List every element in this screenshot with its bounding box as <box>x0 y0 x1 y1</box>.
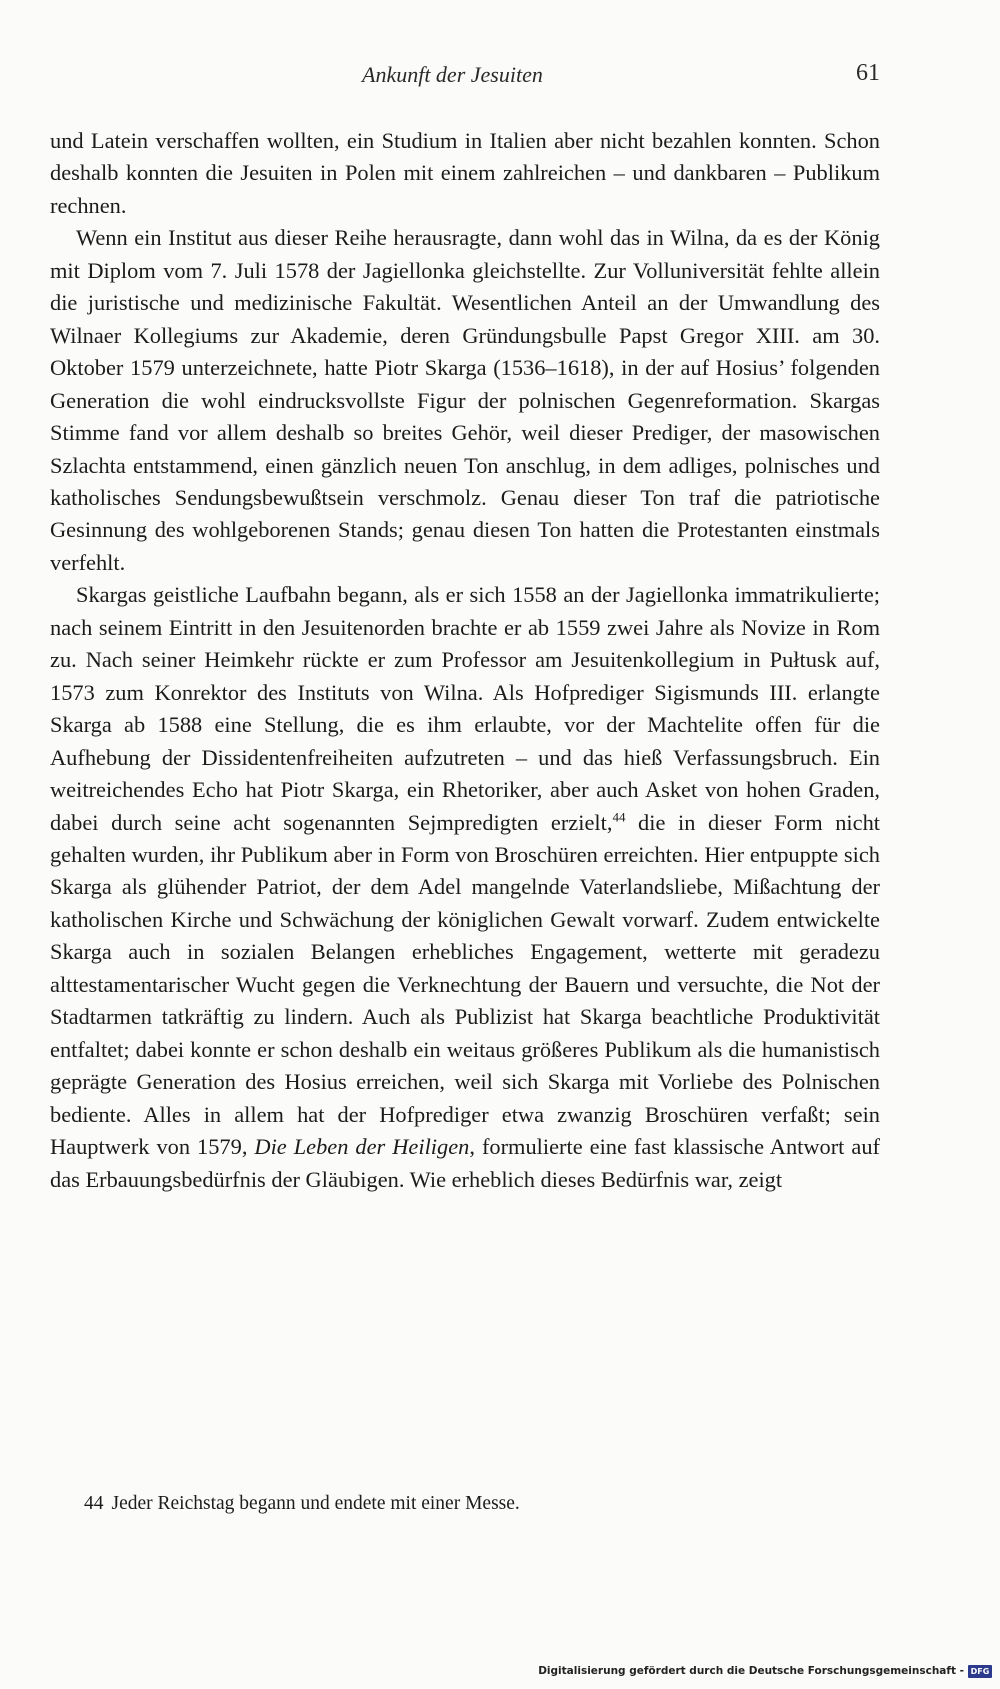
footnote-text: Jeder Reichstag begann und endete mit einer Messe. <box>111 1493 520 1514</box>
digitization-credit <box>538 1661 992 1681</box>
paragraph-text: die in dieser Form nicht gehalten wurden, ihr Publikum aber in Form von Broschüren erreichten. Hier entpuppte sich Skarga als glühender Patriot, der dem Adel mangelnde Vaterlandsliebe, Mißachtung der katholischen Kirche und Schwächung der königlichen Gewalt vorwarf. Zudem entwickelte Skarga auch in sozialen Belangen erhebliches Engagement, wetterte mit geradezu alttestamentarischer Wucht gegen die Verknechtung der Bauern und versuchte, die Not der Stadtarmen tatkräftig zu lindern. Auch als Publizist hat Skarga beachtliche Produktivität entfaltet; dabei konnte er schon deshalb ein weitaus größeres Publikum als die humanistisch geprägte Generation des Hosius erreichen, weil sich Skarga mit Vorliebe des Polnischen bediente. Alles in allem hat der Hofprediger etwa zwanzig Broschüren verfaßt; sein Hauptwerk von 1579, <box>50 809 880 1160</box>
paragraph-text: , formulierte eine fast klassische Antwort auf das Erbauungsbedürfnis der Gläubigen. Wie erheblich dieses Bedürfnis war, zeigt <box>50 1134 880 1192</box>
page-header <box>50 56 880 96</box>
paragraph <box>50 579 880 1196</box>
page-number: 61 <box>856 60 880 86</box>
footnote-reference[interactable]: 44 <box>612 809 626 825</box>
credit-text: Digitalisierung gefördert durch die Deutsche Forschungsgemeinschaft - <box>538 1665 964 1677</box>
dfg-logo: DFG <box>968 1665 992 1678</box>
footnote-number: 44 <box>84 1493 104 1514</box>
paragraph: Wenn ein Institut aus dieser Reihe herausragte, dann wohl das in Wilna, da es der König mit Diplom vom 7. Juli 1578 der Jagiellonka gleichstellte. Zur Volluniversität fehlte allein die juristische und medizinische Fakultät. Wesentlichen Anteil an der Umwandlung des Wilnaer Kollegiums zur Akademie, deren Gründungsbulle Papst Gregor XIII. am 30. Oktober 1579 unterzeichnete, hatte Piotr Skarga (1536–1618), in der auf Hosius’ folgenden Generation die wohl eindrucksvollste Figur der polnischen Gegenreformation. Skargas Stimme fand vor allem deshalb so breites Gehör, weil dieser Prediger, der masowischen Szlachta entstammend, einen gänzlich neuen Ton anschlug, in dem adliges, polnisches und katholisches Sendungsbewußtsein verschmolz. Genau dieser Ton traf die patriotische Gesinnung des wohlgeborenen Stands; genau diesen Ton hatten die Protestanten einstmals verfehlt. <box>50 225 880 575</box>
footnote <box>84 1491 880 1517</box>
paragraph-text: Skargas geistliche Laufbahn begann, als er sich 1558 an der Jagiellonka immatrikulierte; nach seinem Eintritt in den Jesuitenorden brachte er ab 1559 zwei Jahre als Novize in Rom zu. Nach seiner Heimkehr rückte er zum Professor am Jesuitenkollegium in Pułtusk auf, 1573 zum Konrektor des Instituts von Wilna. Als Hofprediger Sigismunds III. erlangte Skarga ab 1588 eine Stellung, die es ihm erlaubte, vor der Machtelite offen für die Aufhebung der Dissidentenfreiheiten aufzutreten – und das hieß Verfassungsbruch. Ein weitreichendes Echo hat Piotr Skarga, ein Rhetoriker, aber auch Asket von hohen Graden, dabei durch seine acht sogenannten Sejmpredigten erzielt, <box>50 582 880 835</box>
paragraph: und Latein verschaffen wollten, ein Studium in Italien aber nicht bezahlen konnten. Schon deshalb konnten die Jesuiten in Polen mit einem zahlreichen – und dankbaren – Publikum rechnen. <box>50 128 880 218</box>
running-title: Ankunft der Jesuiten <box>362 62 543 87</box>
main-text <box>50 125 880 1196</box>
book-title: Die Leben der Heiligen <box>254 1134 470 1160</box>
